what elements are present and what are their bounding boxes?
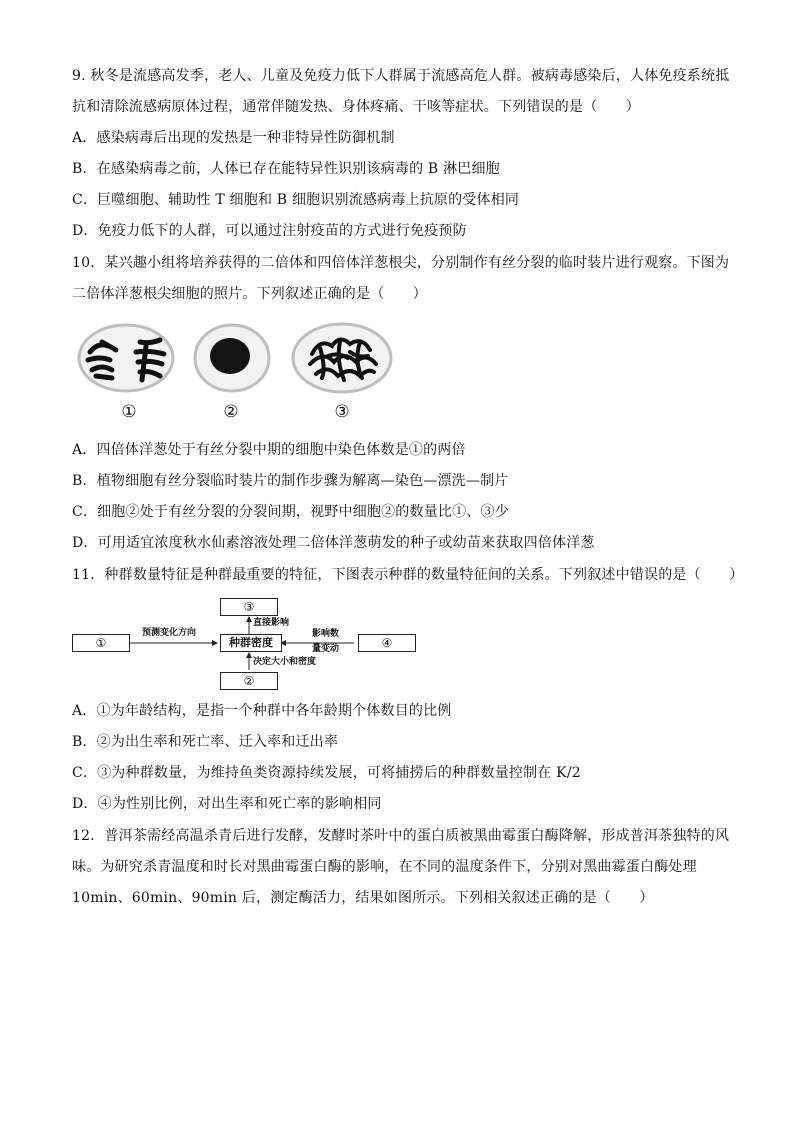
label-determine-size: 决定大小和密度: [253, 657, 317, 667]
q11-stem: 11．种群数量特征是种群最重要的特征，下图表示种群的数量特征间的关系。下列叙述中错误的是（ ）: [72, 567, 744, 583]
q10-option-a: A．四倍体洋葱处于有丝分裂中期的细胞中染色体数是①的两倍: [72, 442, 466, 458]
q11-option-d: D．④为性别比例，对出生率和死亡率的影响相同: [72, 796, 382, 812]
q11-option-c: C．③为种群数量，为维持鱼类资源持续发展，可将捕捞后的种群数量控制在 K/2: [72, 765, 581, 781]
box-center-population-density: 种群密度: [220, 634, 282, 652]
q11-option-b: B．②为出生率和死亡率、迁入率和迁出率: [72, 734, 339, 750]
q9-stem-line-2: 抗和清除流感病原体过程，通常伴随发热、身体疼痛、干咳等症状。下列错误的是（ ）: [72, 99, 640, 115]
q10-option-c: C．细胞②处于有丝分裂的分裂间期，视野中细胞②的数量比①、③少: [72, 504, 509, 520]
label-direct-influence: 直接影响: [253, 618, 290, 628]
q9-option-b: B．在感染病毒之前，人体已存在能特异性识别该病毒的 B 淋巴细胞: [72, 161, 500, 177]
q9-option-d: D．免疫力低下的人群，可以通过注射疫苗的方式进行免疫预防: [72, 223, 467, 239]
q12-stem-line-2: 味。为研究杀青温度和时长对黑曲霉蛋白酶的影响，在不同的温度条件下，分别对黑曲霉蛋白酶处理: [72, 859, 697, 875]
q10-stem-line-1: 10．某兴趣小组将培养获得的二倍体和四倍体洋葱根尖，分别制作有丝分裂的临时装片进行观察。下图为: [72, 255, 730, 271]
q9-option-a: A．感染病毒后出现的发热是一种非特异性防御机制: [72, 130, 395, 146]
label-affect-count-1: 影响数: [312, 629, 340, 639]
onion-cell-photos: [76, 320, 406, 430]
box-4: ④: [358, 634, 416, 652]
q10-option-b: B．植物细胞有丝分裂临时装片的制作步骤为解离—染色—漂洗—制片: [72, 473, 509, 489]
cell-3-image: [290, 320, 394, 396]
label-predict-direction: 预测变化方向: [142, 628, 197, 638]
q12-stem-line-1: 12．普洱茶需经高温杀青后进行发酵，发酵时茶叶中的蛋白质被黑曲霉蛋白酶降解，形成普洱茶独特的风: [72, 828, 730, 844]
box-3: ③: [220, 598, 278, 616]
cell-label-3: ③: [334, 402, 350, 422]
q11-option-a: A．①为年龄结构，是指一个种群中各年龄期个体数目的比例: [72, 703, 452, 719]
q10-stem-line-2: 二倍体洋葱根尖细胞的照片。下列叙述正确的是（ ）: [72, 286, 427, 302]
q9-option-c: C．巨噬细胞、辅助性 T 细胞和 B 细胞识别流感病毒上抗原的受体相同: [72, 192, 520, 208]
cell-label-1: ①: [121, 402, 137, 422]
cell-1-image: [76, 320, 176, 396]
population-feature-diagram: [72, 596, 422, 692]
q10-option-d: D．可用适宜浓度秋水仙素溶液处理二倍体洋葱萌发的种子或幼苗来获取四倍体洋葱: [72, 535, 595, 551]
q9-stem-line-1: 9. 秋冬是流感高发季，老人、儿童及免疫力低下人群属于流感高危人群。被病毒感染后，人体免疫系统抵: [72, 68, 730, 84]
cell-label-2: ②: [223, 402, 239, 422]
box-1: ①: [72, 634, 130, 652]
box-2: ②: [220, 672, 278, 690]
cell-2-image: [192, 320, 272, 396]
label-affect-count-2: 量变动: [312, 644, 340, 654]
q12-stem-line-3: 10min、60min、90min 后，测定酶活力，结果如图所示。下列相关叙述正确的是（ ）: [72, 890, 654, 906]
